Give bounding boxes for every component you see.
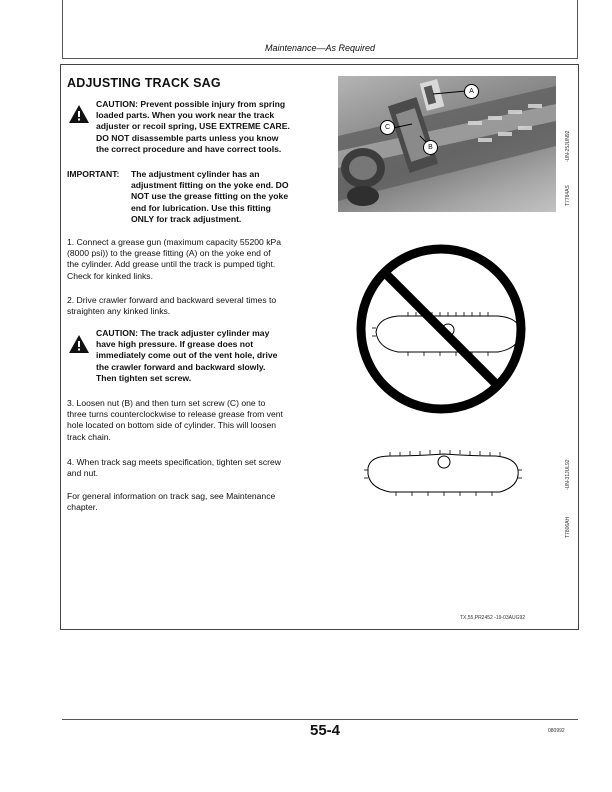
photo-figure-code: T7784AS xyxy=(565,185,571,206)
caution-1: CAUTION: Prevent possible injury from spring loaded parts. When you work near the track adjuster or recoil spring, USE EXTREME CARE. DO NOT disassemble parts unless you know the correct procedure and have correct tools. xyxy=(96,99,290,154)
step-3: 3. Loosen nut (B) and then turn set screw (C) one to three turns counterclockwise to release grease from vent hole located on bottom side of cylinder. This will loosen track chain. xyxy=(67,398,283,442)
callout-c: C xyxy=(380,120,395,135)
photo-figure-date: -UN-25JUN92 xyxy=(565,130,571,162)
page-header-title: Maintenance—As Required xyxy=(264,43,376,53)
step-2: 2. Drive crawler forward and backward several times to straighten any kinked links. xyxy=(67,295,277,317)
diagram-figure-date: -UN-31JUL92 xyxy=(565,459,571,490)
diagram-figure-code: T7806AH xyxy=(565,516,571,538)
page-small-code: 080992 xyxy=(548,728,565,734)
callout-a: A xyxy=(464,84,479,99)
prohibited-track-diagram xyxy=(348,236,534,422)
callout-b: B xyxy=(423,140,438,155)
track-adjuster-photo xyxy=(338,76,556,212)
step-1: 1. Connect a grease gun (maximum capacity 55200 kPa (8000 psi)) to the grease fitting (A) on the yoke end of the cylinder. Add grease until the track is pumped tight. Check for kinked links. xyxy=(67,237,282,281)
warning-triangle-icon xyxy=(68,334,90,359)
caution-2: CAUTION: The track adjuster cylinder may have high pressure. If grease does not immediately come out of the vent hole, drive the crawler forward and backward slowly. Then tighten set screw. xyxy=(96,328,278,383)
header-rule xyxy=(62,58,578,59)
important-text: The adjustment cylinder has an adjustment fitting on the yoke end. DO NOT use the grease fitting on the yoke end for lubrication. Use this fitting ONLY for track adjustment. xyxy=(131,169,289,224)
warning-triangle-icon xyxy=(68,104,90,129)
important-label: IMPORTANT: xyxy=(67,169,120,179)
footer-rule xyxy=(62,719,578,720)
correct-track-diagram xyxy=(356,442,526,512)
general-info: For general information on track sag, see Maintenance chapter. xyxy=(67,491,276,513)
step-4: 4. When track sag meets specification, tighten set screw and nut. xyxy=(67,457,281,479)
page-number: 55-4 xyxy=(309,722,341,739)
footer-code: TX,55,PR2452 -19-03AUG92 xyxy=(460,615,526,621)
section-title: ADJUSTING TRACK SAG xyxy=(67,76,221,90)
